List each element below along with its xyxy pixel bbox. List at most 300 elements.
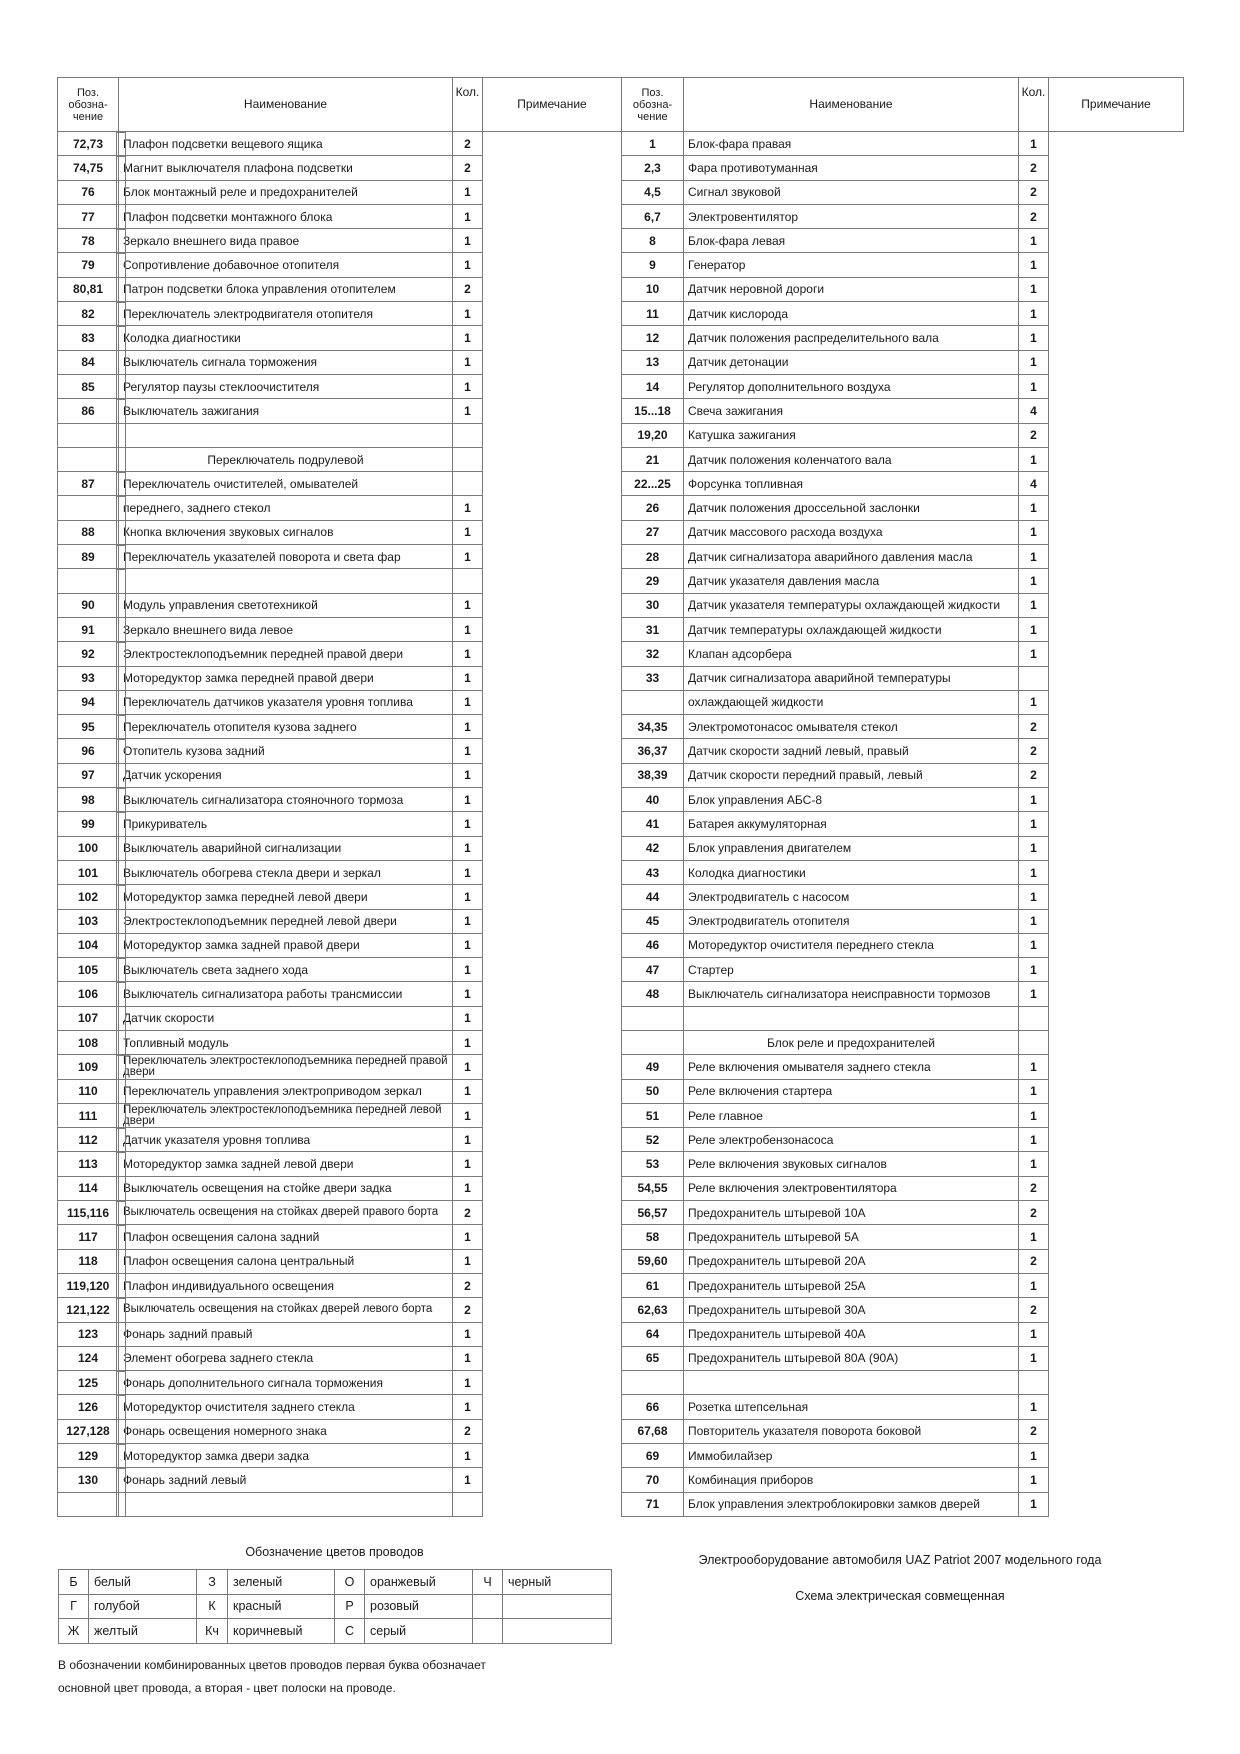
name-cell: Топливный модуль	[119, 1030, 453, 1054]
name-cell: Розетка штепсельная	[684, 1395, 1019, 1419]
quantity-cell: 1	[453, 763, 483, 787]
wire-color-code: С	[335, 1619, 365, 1644]
note-cell	[116, 933, 126, 958]
wire-color-name: зеленый	[228, 1570, 335, 1595]
quantity-cell: 2	[453, 277, 483, 301]
name-cell: Фонарь дополнительного сигнала торможения	[119, 1371, 453, 1395]
quantity-cell: 1	[453, 1225, 483, 1249]
position-cell: 9	[622, 253, 684, 277]
position-cell: 53	[622, 1152, 684, 1176]
quantity-cell: 1	[453, 1006, 483, 1030]
note-cell	[116, 1249, 126, 1274]
name-cell: Выключатель сигнализатора неисправности тормозов	[684, 982, 1019, 1006]
position-cell: 64	[622, 1322, 684, 1346]
name-cell: Блок-фара левая	[684, 229, 1019, 253]
quantity-cell: 1	[453, 909, 483, 933]
wire-color-code: О	[335, 1570, 365, 1595]
position-cell	[622, 690, 684, 714]
position-cell: 101	[58, 860, 119, 884]
position-cell	[58, 569, 119, 593]
quantity-cell: 1	[1019, 690, 1049, 714]
name-cell: Датчик ускорения	[119, 763, 453, 787]
position-cell: 61	[622, 1273, 684, 1297]
position-cell: 13	[622, 350, 684, 374]
note-cell	[116, 885, 126, 910]
table-row	[58, 1128, 1184, 1152]
note-cell	[116, 1006, 126, 1031]
table-row	[58, 1201, 1184, 1225]
name-cell: Переключатель управления электроприводом зеркал	[119, 1079, 453, 1103]
quantity-cell: 1	[1019, 374, 1049, 398]
position-cell: 106	[58, 982, 119, 1006]
position-cell: 87	[58, 472, 119, 496]
note-cell	[116, 1371, 126, 1396]
wire-color-code: К	[197, 1594, 228, 1619]
position-cell: 43	[622, 860, 684, 884]
quantity-cell	[1019, 1030, 1049, 1054]
name-cell: Фонарь задний левый	[119, 1468, 453, 1492]
position-cell: 41	[622, 812, 684, 836]
position-cell: 66	[622, 1395, 684, 1419]
wire-color-name: желтый	[89, 1619, 197, 1644]
table-row	[58, 277, 1184, 301]
name-cell: Отопитель кузова задний	[119, 739, 453, 763]
quantity-cell: 1	[453, 1444, 483, 1468]
name-cell: Выключатель освещения на стойках дверей правого борта	[119, 1201, 453, 1225]
wire-color-code: Р	[335, 1594, 365, 1619]
quantity-cell: 1	[1019, 132, 1049, 156]
note-cell	[116, 1030, 126, 1055]
quantity-cell: 2	[1019, 1419, 1049, 1443]
position-cell: 26	[622, 496, 684, 520]
note-cell	[116, 1395, 126, 1420]
table-row	[58, 1444, 1184, 1468]
quantity-cell: 1	[453, 204, 483, 228]
quantity-cell: 2	[1019, 156, 1049, 180]
quantity-cell: 1	[1019, 447, 1049, 471]
name-cell: Зеркало внешнего вида левое	[119, 617, 453, 641]
name-cell: Датчик положения коленчатого вала	[684, 447, 1019, 471]
position-cell: 100	[58, 836, 119, 860]
position-cell: 80,81	[58, 277, 119, 301]
quantity-cell: 2	[1019, 1176, 1049, 1200]
note-cell	[116, 496, 126, 521]
note-cell	[116, 1298, 126, 1323]
name-cell: Повторитель указателя поворота боковой	[684, 1419, 1019, 1443]
position-cell: 88	[58, 520, 119, 544]
table-row	[58, 1395, 1184, 1419]
name-cell: Плафон подсветки монтажного блока	[119, 204, 453, 228]
quantity-cell: 1	[1019, 1055, 1049, 1079]
position-cell: 28	[622, 545, 684, 569]
note-cell	[116, 642, 126, 667]
position-cell: 89	[58, 545, 119, 569]
note-cell	[116, 909, 126, 934]
quantity-cell: 1	[453, 788, 483, 812]
quantity-cell: 1	[453, 374, 483, 398]
header-note-left: Примечание	[483, 78, 622, 132]
name-cell: Свеча зажигания	[684, 399, 1019, 423]
name-cell: Переключатель отопителя кузова заднего	[119, 715, 453, 739]
quantity-cell: 1	[1019, 277, 1049, 301]
position-cell: 27	[622, 520, 684, 544]
header-qty-left: Кол.	[453, 78, 483, 132]
section-heading: Переключатель подрулевой	[119, 447, 453, 471]
quantity-cell: 1	[1019, 229, 1049, 253]
position-cell: 121,122	[58, 1298, 119, 1322]
table-row	[58, 1249, 1184, 1273]
name-cell: Фонарь освещения номерного знака	[119, 1419, 453, 1443]
name-cell: Стартер	[684, 958, 1019, 982]
name-cell: Электростеклоподъемник передней левой двери	[119, 909, 453, 933]
name-cell: Блок управления электроблокировки замков дверей	[684, 1492, 1019, 1516]
quantity-cell: 1	[1019, 326, 1049, 350]
table-row	[58, 374, 1184, 398]
table-row	[58, 812, 1184, 836]
quantity-cell: 1	[453, 496, 483, 520]
quantity-cell: 1	[1019, 642, 1049, 666]
name-cell: Прикуриватель	[119, 812, 453, 836]
note-cell	[116, 399, 126, 424]
quantity-cell: 1	[453, 715, 483, 739]
table-row	[58, 1176, 1184, 1200]
position-cell: 104	[58, 933, 119, 957]
position-cell	[58, 1492, 119, 1516]
name-cell: Переключатель электростеклоподъемника передней левой двери	[119, 1103, 453, 1127]
note-cell	[116, 836, 126, 861]
name-cell: Электростеклоподъемник передней правой двери	[119, 642, 453, 666]
name-cell: Блок монтажный реле и предохранителей	[119, 180, 453, 204]
name-cell: Регулятор дополнительного воздуха	[684, 374, 1019, 398]
name-cell: переднего, заднего стекол	[119, 496, 453, 520]
position-cell: 90	[58, 593, 119, 617]
table-row	[58, 860, 1184, 884]
table-row	[58, 520, 1184, 544]
name-cell: Иммобилайзер	[684, 1444, 1019, 1468]
position-cell: 40	[622, 788, 684, 812]
note-cell	[116, 958, 126, 983]
position-cell	[622, 1006, 684, 1030]
position-cell: 4,5	[622, 180, 684, 204]
table-row	[58, 1322, 1184, 1346]
position-cell: 12	[622, 326, 684, 350]
quantity-cell: 1	[453, 690, 483, 714]
quantity-cell: 1	[453, 1322, 483, 1346]
note-cell	[116, 545, 126, 570]
quantity-cell: 1	[453, 180, 483, 204]
note-cell	[116, 1468, 126, 1493]
position-cell: 47	[622, 958, 684, 982]
quantity-cell: 1	[1019, 1225, 1049, 1249]
quantity-cell: 1	[1019, 812, 1049, 836]
position-cell: 32	[622, 642, 684, 666]
position-cell: 79	[58, 253, 119, 277]
name-cell: Датчик положения распределительного вала	[684, 326, 1019, 350]
name-cell: Предохранитель штыревой 40А	[684, 1322, 1019, 1346]
quantity-cell	[453, 1492, 483, 1516]
note-cell	[116, 204, 126, 229]
position-cell: 97	[58, 763, 119, 787]
quantity-cell	[453, 447, 483, 471]
position-cell: 111	[58, 1103, 119, 1127]
quantity-cell: 2	[1019, 180, 1049, 204]
note-cell	[116, 617, 126, 642]
wire-color-code: Ч	[473, 1570, 503, 1595]
note-cell	[116, 860, 126, 885]
name-cell: Датчик сигнализатора аварийной температуры	[684, 666, 1019, 690]
table-row	[58, 617, 1184, 641]
position-cell: 71	[622, 1492, 684, 1516]
table-row	[58, 1273, 1184, 1297]
position-cell: 94	[58, 690, 119, 714]
note-cell	[116, 447, 126, 472]
table-row	[58, 1030, 1184, 1054]
quantity-cell: 1	[1019, 350, 1049, 374]
note-cell	[116, 593, 126, 618]
table-row	[58, 204, 1184, 228]
wire-colors-note-line1: В обозначении комбинированных цветов проводов первая буква обозначает	[58, 1658, 486, 1672]
position-cell: 126	[58, 1395, 119, 1419]
quantity-cell: 1	[453, 302, 483, 326]
name-cell: Выключатель освещения на стойках дверей левого борта	[119, 1298, 453, 1322]
note-cell	[116, 1419, 126, 1444]
position-cell: 15...18	[622, 399, 684, 423]
note-cell	[116, 423, 126, 448]
position-cell: 129	[58, 1444, 119, 1468]
wire-color-name: черный	[503, 1570, 612, 1595]
position-cell: 14	[622, 374, 684, 398]
table-row	[58, 545, 1184, 569]
wire-color-code: З	[197, 1570, 228, 1595]
note-cell	[116, 715, 126, 740]
quantity-cell: 1	[453, 1103, 483, 1127]
name-cell: Форсунка топливная	[684, 472, 1019, 496]
note-cell	[116, 1128, 126, 1153]
position-cell: 117	[58, 1225, 119, 1249]
note-cell	[116, 1079, 126, 1104]
quantity-cell: 1	[1019, 958, 1049, 982]
wire-color-name: красный	[228, 1594, 335, 1619]
name-cell: Батарея аккумуляторная	[684, 812, 1019, 836]
wire-color-name: оранжевый	[365, 1570, 473, 1595]
table-row	[58, 642, 1184, 666]
name-cell: Электродвигатель с насосом	[684, 885, 1019, 909]
position-cell	[58, 447, 119, 471]
quantity-cell: 2	[453, 132, 483, 156]
quantity-cell: 1	[453, 739, 483, 763]
name-cell: Генератор	[684, 253, 1019, 277]
document-title: Электрооборудование автомобиля UAZ Patriot 2007 модельного года	[698, 1553, 1102, 1567]
name-cell: Датчик детонации	[684, 350, 1019, 374]
note-cell	[116, 1103, 126, 1128]
table-row	[58, 958, 1184, 982]
position-cell: 124	[58, 1346, 119, 1370]
note-cell	[116, 812, 126, 837]
table-row	[58, 982, 1184, 1006]
name-cell: Элемент обогрева заднего стекла	[119, 1346, 453, 1370]
quantity-cell: 1	[1019, 496, 1049, 520]
quantity-cell: 1	[1019, 1468, 1049, 1492]
name-cell: Плафон освещения салона центральный	[119, 1249, 453, 1273]
name-cell: Реле электробензонасоса	[684, 1128, 1019, 1152]
table-row	[58, 326, 1184, 350]
table-row	[58, 1419, 1184, 1443]
quantity-cell	[1019, 1006, 1049, 1030]
table-row	[58, 909, 1184, 933]
table-row	[58, 253, 1184, 277]
quantity-cell: 2	[1019, 1201, 1049, 1225]
name-cell: Реле главное	[684, 1103, 1019, 1127]
name-cell: Датчик указателя давления масла	[684, 569, 1019, 593]
position-cell: 114	[58, 1176, 119, 1200]
table-row	[58, 690, 1184, 714]
note-cell	[116, 253, 126, 278]
note-cell	[116, 1176, 126, 1201]
name-cell: Датчик температуры охлаждающей жидкости	[684, 617, 1019, 641]
quantity-cell: 1	[1019, 836, 1049, 860]
quantity-cell: 1	[453, 1468, 483, 1492]
table-row	[58, 933, 1184, 957]
quantity-cell: 1	[453, 836, 483, 860]
name-cell: Выключатель сигнализатора стояночного тормоза	[119, 788, 453, 812]
position-cell: 127,128	[58, 1419, 119, 1443]
position-cell: 77	[58, 204, 119, 228]
wire-color-code: Г	[59, 1594, 89, 1619]
name-cell	[119, 569, 453, 593]
name-cell: Реле включения омывателя заднего стекла	[684, 1055, 1019, 1079]
name-cell: Магнит выключателя плафона подсветки	[119, 156, 453, 180]
table-row	[58, 132, 1184, 156]
quantity-cell: 1	[1019, 593, 1049, 617]
name-cell: Фонарь задний правый	[119, 1322, 453, 1346]
name-cell: Электродвигатель отопителя	[684, 909, 1019, 933]
table-row	[58, 1055, 1184, 1079]
position-cell: 70	[622, 1468, 684, 1492]
position-cell	[622, 1371, 684, 1395]
quantity-cell: 1	[1019, 885, 1049, 909]
table-row	[58, 302, 1184, 326]
quantity-cell: 1	[1019, 253, 1049, 277]
name-cell: Патрон подсветки блока управления отопителем	[119, 277, 453, 301]
quantity-cell: 1	[453, 326, 483, 350]
wire-color-code	[473, 1594, 503, 1619]
position-cell: 85	[58, 374, 119, 398]
position-cell: 86	[58, 399, 119, 423]
quantity-cell: 1	[453, 545, 483, 569]
name-cell: Предохранитель штыревой 30А	[684, 1298, 1019, 1322]
name-cell: Блок управления двигателем	[684, 836, 1019, 860]
position-cell: 54,55	[622, 1176, 684, 1200]
note-cell	[116, 982, 126, 1007]
name-cell: Модуль управления светотехникой	[119, 593, 453, 617]
quantity-cell: 1	[453, 812, 483, 836]
position-cell: 102	[58, 885, 119, 909]
note-cell	[116, 229, 126, 254]
quantity-cell: 1	[453, 642, 483, 666]
quantity-cell: 2	[1019, 763, 1049, 787]
note-cell	[116, 180, 126, 205]
quantity-cell	[453, 569, 483, 593]
name-cell: Клапан адсорбера	[684, 642, 1019, 666]
quantity-cell: 4	[1019, 399, 1049, 423]
quantity-cell: 1	[453, 1346, 483, 1370]
name-cell: Моторедуктор замка задней правой двери	[119, 933, 453, 957]
position-cell: 84	[58, 350, 119, 374]
name-cell: Выключатель сигнала торможения	[119, 350, 453, 374]
position-cell: 83	[58, 326, 119, 350]
note-cell	[116, 1492, 126, 1517]
note-cell	[116, 1346, 126, 1371]
table-row	[58, 1006, 1184, 1030]
quantity-cell: 1	[453, 933, 483, 957]
position-cell: 19,20	[622, 423, 684, 447]
quantity-cell: 1	[453, 982, 483, 1006]
name-cell: Выключатель аварийной сигнализации	[119, 836, 453, 860]
name-cell: Выключатель света заднего хода	[119, 958, 453, 982]
wire-color-name: коричневый	[228, 1619, 335, 1644]
quantity-cell: 1	[1019, 569, 1049, 593]
section-heading: Блок реле и предохранителей	[684, 1030, 1019, 1054]
quantity-cell: 1	[1019, 545, 1049, 569]
name-cell: Электромотонасос омывателя стекол	[684, 715, 1019, 739]
name-cell: Выключатель освещения на стойке двери задка	[119, 1176, 453, 1200]
quantity-cell: 1	[1019, 1273, 1049, 1297]
quantity-cell: 1	[1019, 520, 1049, 544]
position-cell: 93	[58, 666, 119, 690]
quantity-cell: 1	[453, 666, 483, 690]
position-cell: 109	[58, 1055, 119, 1079]
name-cell	[119, 423, 453, 447]
position-cell: 78	[58, 229, 119, 253]
quantity-cell	[1019, 666, 1049, 690]
name-cell: Колодка диагностики	[119, 326, 453, 350]
wire-color-name: белый	[89, 1570, 197, 1595]
position-cell: 103	[58, 909, 119, 933]
quantity-cell: 1	[453, 520, 483, 544]
position-cell: 110	[58, 1079, 119, 1103]
name-cell: Колодка диагностики	[684, 860, 1019, 884]
position-cell: 76	[58, 180, 119, 204]
quantity-cell: 1	[1019, 909, 1049, 933]
header-name-left: Наименование	[119, 78, 453, 132]
table-row	[58, 447, 1184, 471]
quantity-cell: 1	[453, 885, 483, 909]
name-cell: Переключатель электродвигателя отопителя	[119, 302, 453, 326]
position-cell: 33	[622, 666, 684, 690]
table-row	[58, 1298, 1184, 1322]
table-row	[58, 1103, 1184, 1127]
table-row	[58, 1079, 1184, 1103]
note-cell	[116, 350, 126, 375]
header-name-right: Наименование	[684, 78, 1019, 132]
position-cell: 62,63	[622, 1298, 684, 1322]
position-cell: 92	[58, 642, 119, 666]
wire-colors-title: Обозначение цветов проводов	[245, 1545, 424, 1559]
name-cell: Предохранитель штыревой 5А	[684, 1225, 1019, 1249]
table-row	[58, 569, 1184, 593]
position-cell: 48	[622, 982, 684, 1006]
note-cell	[116, 374, 126, 399]
quantity-cell: 1	[453, 1395, 483, 1419]
position-cell: 65	[622, 1346, 684, 1370]
position-cell: 105	[58, 958, 119, 982]
quantity-cell: 1	[1019, 1152, 1049, 1176]
name-cell	[684, 1006, 1019, 1030]
name-cell	[119, 1492, 453, 1516]
name-cell: Комбинация приборов	[684, 1468, 1019, 1492]
name-cell: Переключатель указателей поворота и света фар	[119, 545, 453, 569]
wire-color-code	[473, 1619, 503, 1644]
